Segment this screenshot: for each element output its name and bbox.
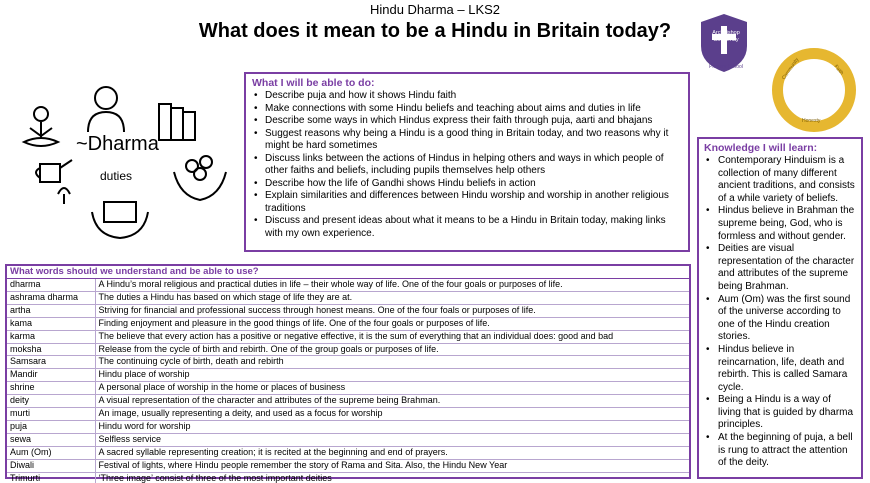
list-item: • Describe puja and how it shows Hindu faith	[252, 90, 682, 103]
table-row	[7, 420, 689, 433]
list-item: • Explain similarities and differences between Hindu worship and worship in another religious traditions	[252, 190, 682, 215]
table-row	[7, 291, 689, 304]
term-cell: Diwali	[7, 459, 95, 472]
definition-cell: Selfless service	[95, 433, 689, 446]
learning-outcomes-box	[244, 72, 690, 252]
term-cell: Trimurti	[7, 472, 95, 483]
definition-cell: Festival of lights, where Hindu people remember the story of Rama and Sita. Also, the Hindu New Year	[95, 459, 689, 472]
list-item: • Suggest reasons why being a Hindu is a good thing in Britain today, and two reasons why it might be hard sometimes	[252, 128, 682, 153]
table-row	[7, 433, 689, 446]
term-cell: deity	[7, 395, 95, 408]
knowledge-title: Knowledge I will learn:	[704, 142, 818, 154]
dharma-word: ~Dharma	[76, 133, 159, 155]
table-row	[7, 279, 689, 291]
definition-cell: A Hindu’s moral religious and practical duties in life – their whole way of life. One of the four goals or purposes of life.	[95, 279, 689, 291]
table-row	[7, 356, 689, 369]
watering-can-icon	[36, 160, 72, 204]
definition-cell: Striving for financial and professional success through honest means. One of the four foals or purposes of life.	[95, 304, 689, 317]
table-row	[7, 395, 689, 408]
ring-label-faith: Faith	[832, 63, 845, 77]
list-item: • Aum (Om) was the first sound of the universe according to one of the Hindu creation stories.	[704, 294, 856, 344]
table-row	[7, 446, 689, 459]
crest-school-name: Primary School	[709, 64, 743, 70]
definition-cell: ‘Three image’ consist of three of the most important deities	[98, 472, 332, 483]
definition-cell: A sacred syllable representing creation; it is recited at the beginning and end of prayers.	[95, 446, 689, 459]
knowledge-box	[697, 137, 863, 479]
definition-cell: The continuing cycle of birth, death and rebirth	[95, 356, 689, 369]
table-row	[7, 330, 689, 343]
list-item: • Contemporary Hinduism is a collection of many different ancient traditions, and consists of a while variety of beliefs.	[704, 155, 856, 205]
term-cell: ashrama dharma	[7, 291, 95, 304]
list-item: • Describe how the life of Gandhi shows Hindu beliefs in action	[252, 178, 682, 191]
term-cell: sewa	[7, 433, 95, 446]
table-row	[7, 472, 689, 483]
definition-cell: The believe that every action has a positive or negative effective, it is the sum of everything that an individual does: good and bad	[95, 330, 689, 343]
list-item: • At the beginning of puja, a bell is rung to attract the attention of the deity.	[704, 432, 856, 470]
table-row	[7, 304, 689, 317]
definition-cell: Hindu word for worship	[95, 420, 689, 433]
knowledge-list	[704, 155, 856, 470]
term-cell: moksha	[7, 343, 95, 356]
giving-box-icon	[92, 202, 148, 238]
crest-word-2: Courtenay	[713, 37, 739, 43]
definition-cell: Release from the cycle of birth and rebirth. One of the group goals or purposes of life.	[95, 343, 689, 356]
crest-word-1: Archbishop	[712, 30, 740, 36]
person-icon	[88, 87, 124, 132]
definition-cell: Hindu place of worship	[95, 369, 689, 382]
definition-cell: A personal place of worship in the home or places of business	[95, 382, 689, 395]
definition-cell: The duties a Hindu has based on which stage of life they are at.	[95, 291, 689, 304]
term-cell: Samsara	[7, 356, 95, 369]
list-item: • Make connections with some Hindu beliefs and teaching about aims and duties in life	[252, 103, 682, 116]
dharma-illustration	[14, 76, 234, 246]
vocabulary-table	[7, 279, 689, 483]
vocabulary-box	[5, 264, 691, 483]
table-row	[7, 317, 689, 330]
term-cell: Mandir	[7, 369, 95, 382]
ring-label-honesty: Honesty	[802, 118, 821, 124]
term-cell: karma	[7, 330, 95, 343]
table-row	[7, 382, 689, 395]
page-subtitle: Hindu Dharma – LKS2	[369, 2, 501, 17]
vocabulary-title: What words should we understand and be able to use?	[7, 266, 689, 279]
learning-outcomes-list	[252, 90, 682, 240]
ring-label-community: Community	[780, 56, 801, 82]
page-title: What does it mean to be a Hindu in Britain today?	[198, 20, 672, 42]
table-row	[7, 369, 689, 382]
books-icon	[159, 104, 195, 140]
list-item: • Discuss and present ideas about what it means to be a Hindu in Britain today, making links with my own experience.	[252, 215, 682, 240]
term-cell: dharma	[7, 279, 95, 291]
table-row	[7, 459, 689, 472]
duties-word: duties	[100, 169, 133, 183]
term-cell: artha	[7, 304, 95, 317]
meditation-icon	[24, 107, 58, 146]
crest-lettering	[702, 30, 750, 44]
table-row	[7, 408, 689, 421]
term-cell: shrine	[7, 382, 95, 395]
term-cell: kama	[7, 317, 95, 330]
term-cell: puja	[7, 420, 95, 433]
list-item: • Hindus believe in reincarnation, life, death and rebirth. This is called Samara cycle.	[704, 344, 856, 394]
definition-cell: Finding enjoyment and pleasure in the good things of life. One of the four goals or purposes of life.	[95, 317, 689, 330]
definition-cell: An image, usually representing a deity, and used as a focus for worship	[95, 408, 689, 421]
learning-outcomes-title: What I will be able to do:	[252, 77, 375, 89]
list-item: • Deities are visual representation of the character and attributes of the supreme being Brahman.	[704, 243, 856, 293]
list-item: • Discuss links between the actions of Hindus in helping others and ways in which people of other faiths and beliefs, including pupils themselves help others	[252, 153, 682, 178]
helping-hands-icon	[174, 156, 226, 200]
list-item: • Being a Hindu is a way of living that is guided by dharma principles.	[704, 394, 856, 432]
term-cell: murti	[7, 408, 95, 421]
list-item: • Describe some ways in which Hindus express their faith through puja, aarti and bhajans	[252, 115, 682, 128]
list-item: • Hindus believe in Brahman the supreme being, God, who is formless and without gender.	[704, 205, 856, 243]
definition-cell: A visual representation of the character and attributes of the supreme being Brahman.	[95, 395, 689, 408]
table-row	[7, 343, 689, 356]
term-cell: Aum (Om)	[7, 446, 95, 459]
